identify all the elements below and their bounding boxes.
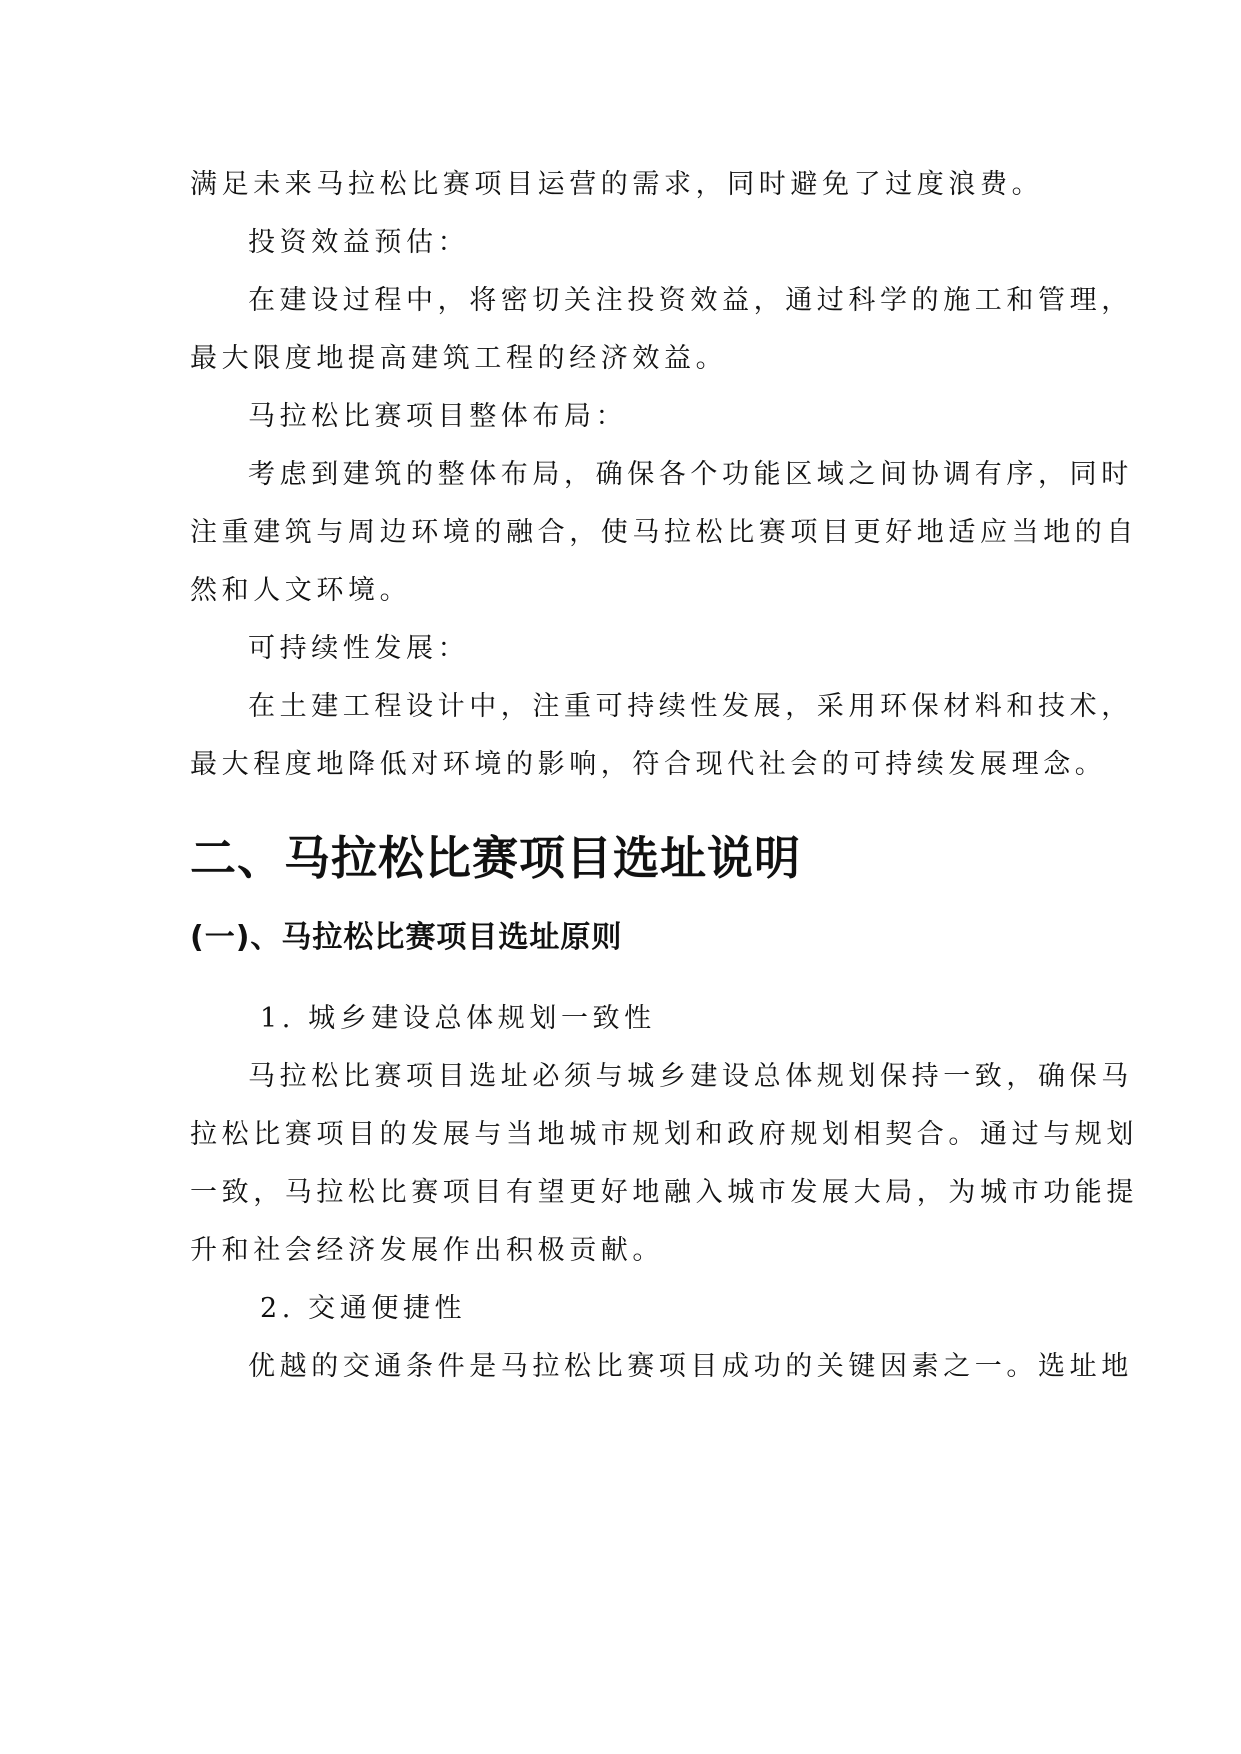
paragraph-line: 一致，马拉松比赛项目有望更好地融入城市发展大局，为城市功能提 [190, 1177, 1138, 1208]
paragraph-line: 最大限度地提高建筑工程的经济效益。 [190, 343, 728, 374]
paragraph-line: 优越的交通条件是马拉松比赛项目成功的关键因素之一。选址地 [248, 1351, 1133, 1382]
paragraph-line: 在土建工程设计中，注重可持续性发展，采用环保材料和技术， [248, 691, 1133, 722]
paragraph-line: 考虑到建筑的整体布局，确保各个功能区域之间协调有序，同时 [248, 459, 1133, 490]
paragraph-line: 可持续性发展： [248, 633, 470, 664]
paragraph-line: 投资效益预估： [248, 227, 470, 258]
list-item-label: 1. 城乡建设总体规划一致性 [260, 1003, 656, 1034]
paragraph-line: 拉松比赛项目的发展与当地城市规划和政府规划相契合。通过与规划 [190, 1119, 1138, 1150]
section-heading: 二、马拉松比赛项目选址说明 [190, 831, 801, 885]
paragraph-line: 注重建筑与周边环境的融合，使马拉松比赛项目更好地适应当地的自 [190, 517, 1138, 548]
paragraph-line: 马拉松比赛项目整体布局： [248, 401, 628, 432]
paragraph-line: 在建设过程中，将密切关注投资效益，通过科学的施工和管理， [248, 285, 1133, 316]
paragraph-line: 马拉松比赛项目选址必须与城乡建设总体规划保持一致，确保马 [248, 1061, 1133, 1092]
paragraph-line: 升和社会经济发展作出积极贡献。 [190, 1235, 664, 1266]
paragraph-line: 然和人文环境。 [190, 575, 412, 606]
paragraph-line: 满足未来马拉松比赛项目运营的需求，同时避免了过度浪费。 [190, 169, 1044, 200]
list-item-label: 2. 交通便捷性 [260, 1293, 467, 1324]
subsection-heading: (一)、马拉松比赛项目选址原则 [190, 920, 623, 955]
paragraph-line: 最大程度地降低对环境的影响，符合现代社会的可持续发展理念。 [190, 749, 1107, 780]
